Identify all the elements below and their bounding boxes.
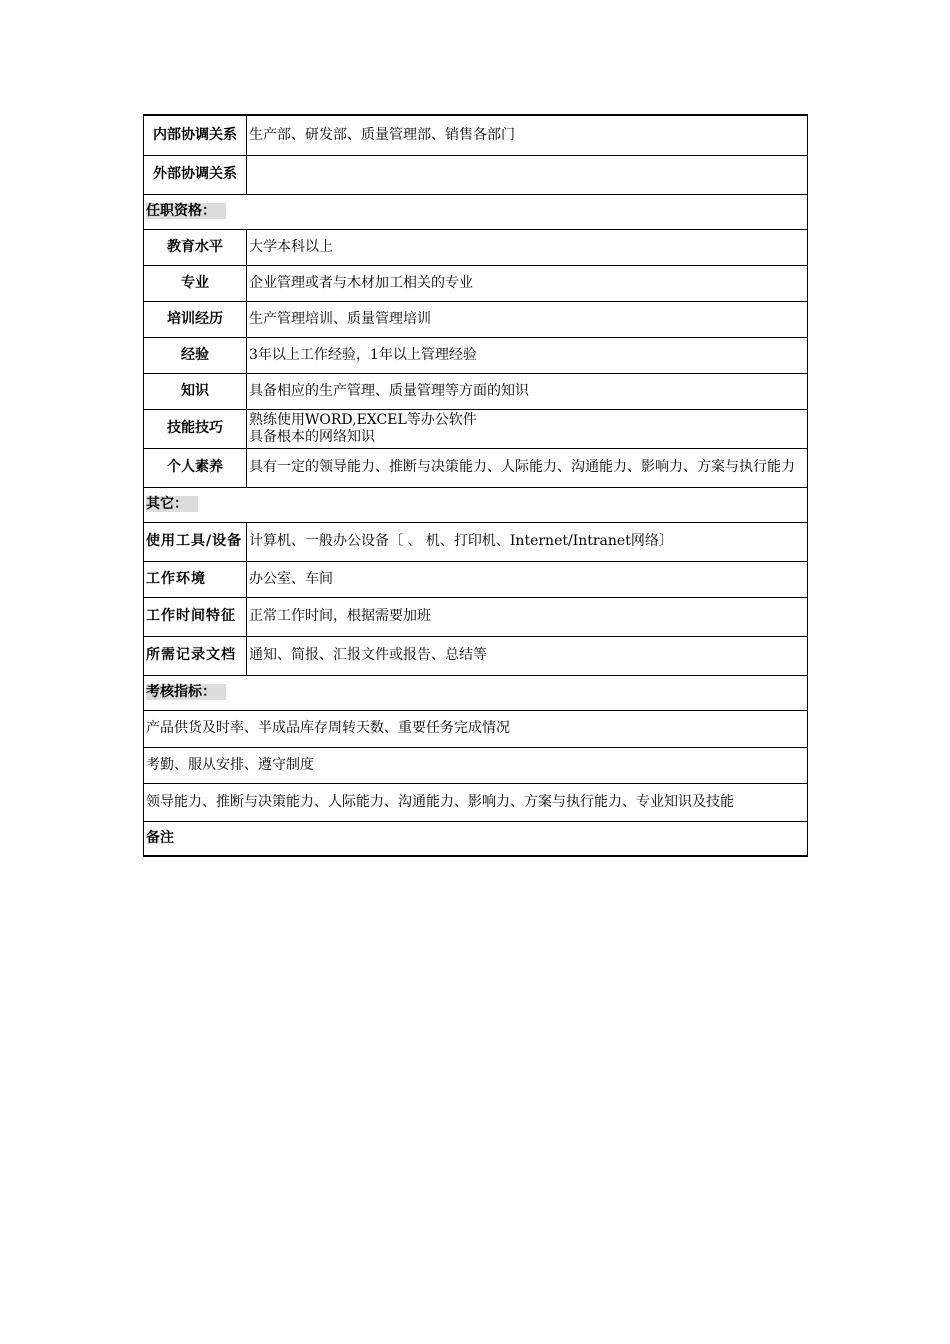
external-coordination-value [247, 155, 808, 194]
other-row [144, 636, 808, 675]
knowledge-label: 知识 [144, 373, 247, 409]
knowledge-value: 具备相应的生产管理、质量管理等方面的知识 [247, 373, 808, 409]
qualification-row [144, 409, 808, 448]
experience-label: 经验 [144, 337, 247, 373]
skills-value [247, 409, 808, 448]
assessment-heading-cell [144, 675, 808, 710]
assessment-section-row [144, 675, 808, 710]
assessment-item: 领导能力、推断与决策能力、人际能力、沟通能力、影响力、方案与执行能力、专业知识及技能 [144, 783, 808, 821]
other-heading-cell [144, 487, 808, 522]
qualification-row [144, 265, 808, 301]
personal-quality-value: 具有一定的领导能力、推断与决策能力、人际能力、沟通能力、影响力、方案与执行能力 [247, 448, 808, 487]
qualifications-section-row [144, 194, 808, 229]
assessment-item: 产品供货及时率、半成品库存周转天数、重要任务完成情况 [144, 710, 808, 747]
skills-value-line-2: 具备根本的网络知识 [249, 428, 375, 445]
qualification-row [144, 337, 808, 373]
other-row [144, 522, 808, 561]
skills-value-line-1: 熟练使用WORD,EXCEL等办公软件 [249, 411, 477, 428]
qualifications-heading-cell [144, 194, 808, 229]
experience-value: 3年以上工作经验，1年以上管理经验 [247, 337, 808, 373]
external-coordination-row [144, 155, 808, 194]
qualification-row [144, 373, 808, 409]
other-row [144, 561, 808, 597]
internal-coordination-value: 生产部、研发部、质量管理部、销售各部门 [247, 115, 808, 155]
education-value: 大学本科以上 [247, 229, 808, 265]
assessment-row [144, 783, 808, 821]
notes-heading: 备注 [144, 821, 808, 856]
internal-coordination-row [144, 115, 808, 155]
job-description-table [143, 114, 808, 857]
qualification-row [144, 301, 808, 337]
assessment-item: 考勤、服从安排、遵守制度 [144, 747, 808, 783]
work-environment-value: 办公室、车间 [247, 561, 808, 597]
work-time-value: 正常工作时间，根据需要加班 [247, 597, 808, 636]
external-coordination-label: 外部协调关系 [144, 155, 247, 194]
training-value: 生产管理培训、质量管理培训 [247, 301, 808, 337]
notes-section-row [144, 821, 808, 856]
other-heading: 其它： [146, 496, 198, 512]
tools-label: 使用工具/设备 [144, 522, 247, 561]
tools-value: 计算机、一般办公设备〔 、 机、打印机、Internet/Intranet网络〕 [247, 522, 808, 561]
assessment-row [144, 710, 808, 747]
assessment-row [144, 747, 808, 783]
other-row [144, 597, 808, 636]
required-documents-value: 通知、简报、汇报文件或报告、总结等 [247, 636, 808, 675]
work-environment-label: 工作环境 [144, 561, 247, 597]
major-value: 企业管理或者与木材加工相关的专业 [247, 265, 808, 301]
internal-coordination-label: 内部协调关系 [144, 115, 247, 155]
education-label: 教育水平 [144, 229, 247, 265]
work-time-label: 工作时间特征 [144, 597, 247, 636]
skills-label: 技能技巧 [144, 409, 247, 448]
training-label: 培训经历 [144, 301, 247, 337]
qualifications-heading: 任职资格： [146, 203, 226, 219]
personal-quality-label: 个人素养 [144, 448, 247, 487]
required-documents-label: 所需记录文档 [144, 636, 247, 675]
qualification-row [144, 229, 808, 265]
assessment-heading: 考核指标： [146, 684, 226, 700]
major-label: 专业 [144, 265, 247, 301]
other-section-row [144, 487, 808, 522]
qualification-row [144, 448, 808, 487]
